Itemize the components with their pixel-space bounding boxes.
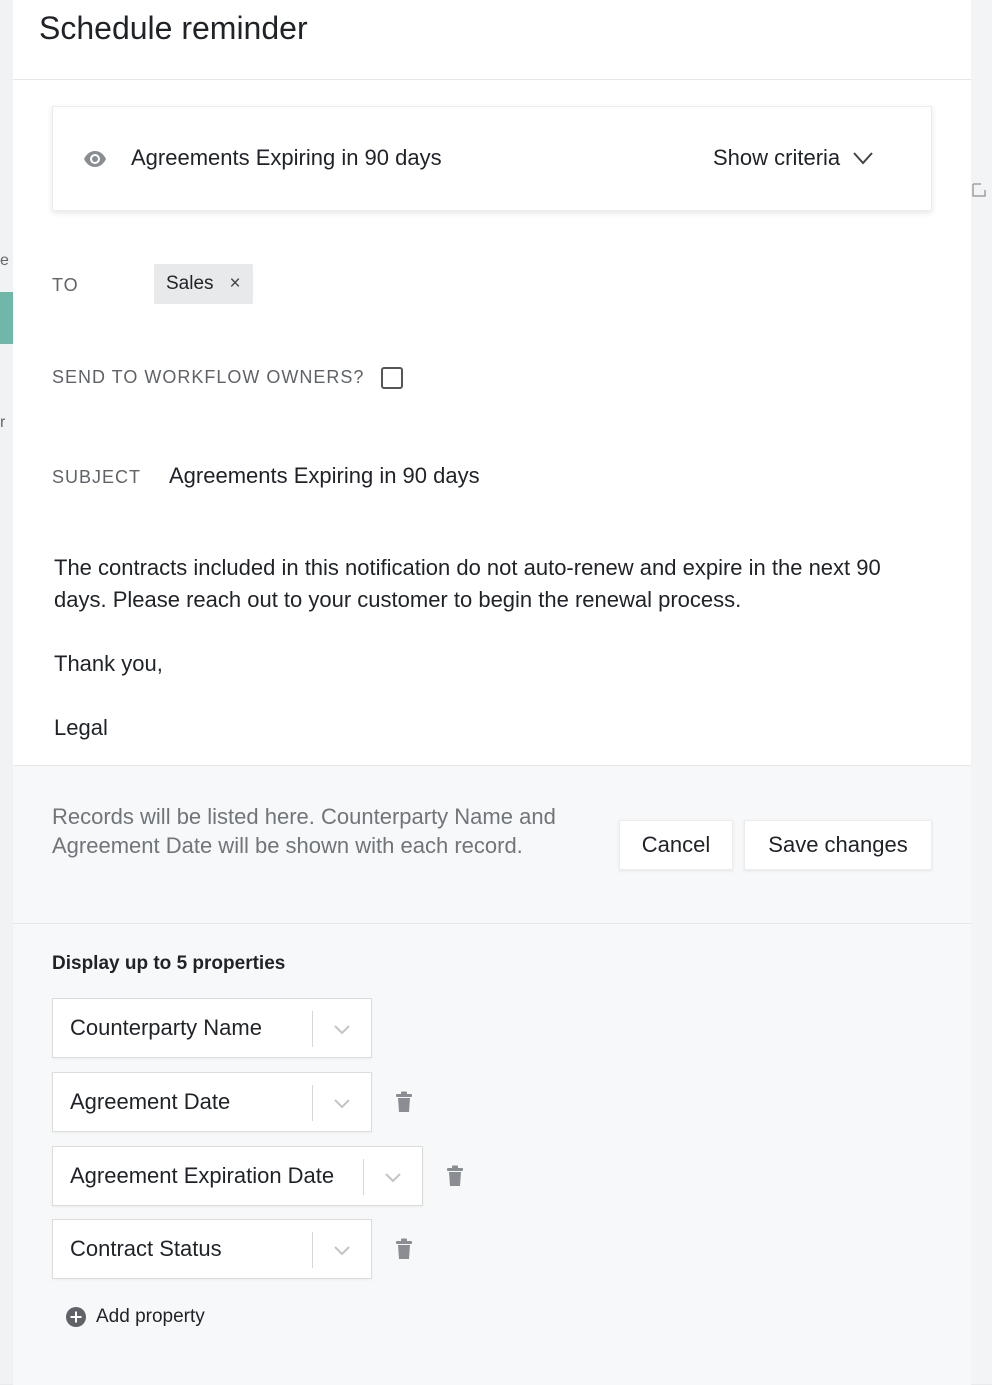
workflow-owners-label: SEND TO WORKFLOW OWNERS? <box>52 367 365 387</box>
save-changes-button[interactable]: Save changes <box>744 820 932 870</box>
plus-circle-icon <box>65 1306 87 1328</box>
background-teal-block <box>0 292 13 344</box>
modal-footer <box>13 765 971 1385</box>
remove-tag-icon[interactable]: × <box>229 273 241 294</box>
trash-icon[interactable] <box>394 1238 414 1260</box>
select-separator <box>312 1011 313 1047</box>
chevron-down-icon <box>332 1093 352 1113</box>
show-criteria-toggle[interactable] <box>713 145 874 171</box>
property-select-value: Agreement Expiration Date <box>70 1163 335 1188</box>
add-property-button[interactable] <box>65 1306 205 1328</box>
eye-icon <box>83 147 107 171</box>
modal-title: Schedule reminder <box>39 10 308 46</box>
property-select-value: Counterparty Name <box>70 1015 262 1040</box>
add-property-label: Add property <box>96 1306 205 1327</box>
select-separator <box>312 1232 313 1268</box>
schedule-reminder-modal <box>13 0 971 1384</box>
background-text-fragment: e <box>0 252 9 269</box>
subject-label: SUBJECT <box>52 467 142 487</box>
message-body-paragraph[interactable]: Legal <box>54 715 108 740</box>
recipient-tag-sales <box>154 264 253 304</box>
chevron-down-icon <box>383 1167 403 1187</box>
cancel-button[interactable]: Cancel <box>619 820 733 870</box>
background-text-fragment: r <box>0 414 6 431</box>
property-select[interactable] <box>52 1072 372 1132</box>
subject-input[interactable]: Agreements Expiring in 90 days <box>169 463 480 488</box>
workflow-owners-checkbox[interactable] <box>381 367 403 389</box>
trash-icon[interactable] <box>394 1091 414 1113</box>
records-note: Records will be listed here. Counterparty Name and Agreement Date will be shown with each record. <box>52 804 556 858</box>
property-select[interactable] <box>52 1219 372 1279</box>
properties-title: Display up to 5 properties <box>52 953 286 974</box>
property-select[interactable] <box>52 1146 423 1206</box>
show-criteria-label: Show criteria <box>713 145 841 170</box>
saved-list-card <box>52 106 932 211</box>
message-body-paragraph[interactable]: Thank you, <box>54 651 163 676</box>
recipient-tag-label: Sales <box>166 273 214 294</box>
select-separator <box>312 1085 313 1121</box>
property-select-value: Contract Status <box>70 1236 222 1261</box>
trash-icon[interactable] <box>445 1165 465 1187</box>
property-select[interactable] <box>52 998 372 1058</box>
chevron-down-icon <box>852 147 874 169</box>
chevron-down-icon <box>332 1019 352 1039</box>
saved-list-name: Agreements Expiring in 90 days <box>131 145 442 170</box>
background-page-right <box>971 0 992 1384</box>
chevron-down-icon <box>332 1240 352 1260</box>
to-label: TO <box>52 275 79 295</box>
background-page-left <box>0 0 13 1384</box>
message-body-paragraph[interactable]: The contracts included in this notification do not auto-renew and expire in the next 90 days. Please reach out to your customer to begin the renewal process. <box>54 555 881 612</box>
modal-header <box>13 0 971 80</box>
select-separator <box>363 1159 364 1195</box>
property-select-value: Agreement Date <box>70 1089 231 1114</box>
divider <box>13 923 971 924</box>
edit-icon <box>971 180 987 200</box>
